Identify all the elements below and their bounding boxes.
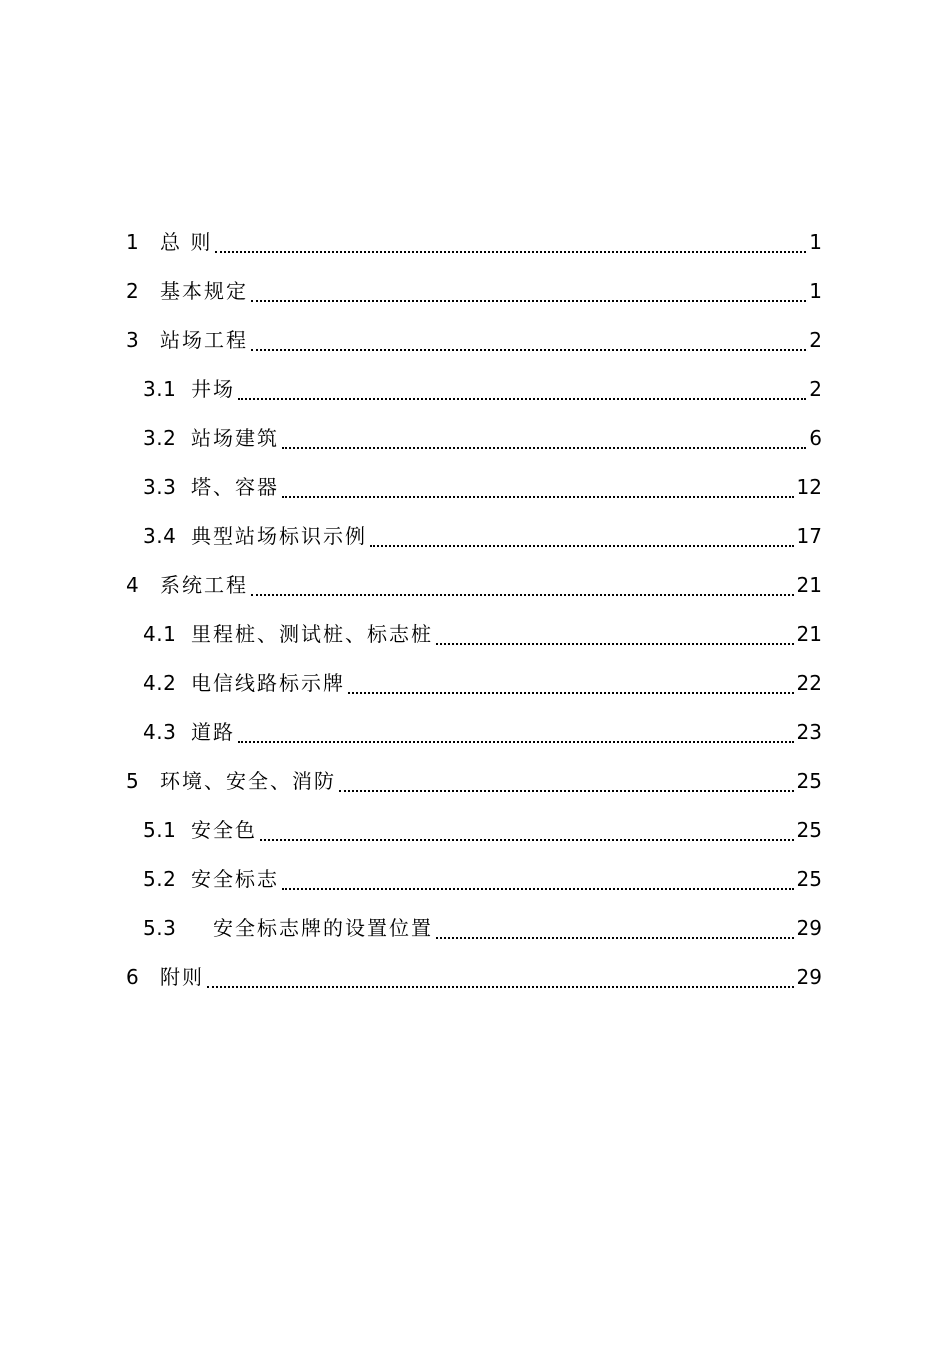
- toc-entry-page: 6: [809, 426, 822, 450]
- toc-entry-page: 25: [796, 867, 822, 891]
- toc-entry-6[interactable]: [126, 953, 822, 1002]
- toc-entry-number: 3.3: [143, 475, 177, 499]
- toc-entry-page: 12: [796, 475, 822, 499]
- toc-entry-title: 典型站场标识示例: [191, 524, 367, 548]
- toc-entry-number: 3.1: [143, 377, 177, 401]
- toc-entry-title: 总 则: [160, 230, 213, 254]
- toc-entry-title: 电信线路标示牌: [191, 671, 345, 695]
- toc-entry-5-2[interactable]: [126, 855, 822, 904]
- toc-entry-number: 4.3: [143, 720, 177, 744]
- toc-entry-number: 1: [126, 230, 140, 254]
- toc-entry-3-3[interactable]: [126, 463, 822, 512]
- toc-leader-dots: [436, 904, 794, 953]
- toc-entry-page: 25: [796, 818, 822, 842]
- toc-entry-page: 22: [796, 671, 822, 695]
- toc-entry-2[interactable]: [126, 267, 822, 316]
- toc-entry-page: 23: [796, 720, 822, 744]
- toc-leader-dots: [348, 659, 794, 708]
- toc-leader-dots: [238, 365, 806, 414]
- toc-entry-page: 29: [796, 965, 822, 989]
- toc-entry-page: 17: [796, 524, 822, 548]
- toc-entry-5[interactable]: [126, 757, 822, 806]
- toc-entry-number: 4.2: [143, 671, 177, 695]
- toc-entry-number: 5.3: [143, 916, 177, 940]
- toc-entry-page: 2: [809, 377, 822, 401]
- toc-entry-number: 3.2: [143, 426, 177, 450]
- toc-leader-dots: [251, 316, 806, 365]
- toc-entry-number: 5.2: [143, 867, 177, 891]
- toc-leader-dots: [436, 610, 794, 659]
- toc-entry-number: 6: [126, 965, 140, 989]
- toc-entry-page: 1: [809, 230, 822, 254]
- toc-leader-dots: [215, 218, 806, 267]
- toc-leader-dots: [207, 953, 794, 1002]
- toc-entry-number: 2: [126, 279, 140, 303]
- toc-entry-page: 21: [796, 622, 822, 646]
- toc-entry-5-3[interactable]: [126, 904, 822, 953]
- toc-leader-dots: [339, 757, 794, 806]
- toc-entry-title: 安全色: [191, 818, 257, 842]
- toc-entry-3-2[interactable]: [126, 414, 822, 463]
- toc-leader-dots: [251, 267, 806, 316]
- toc-leader-dots: [282, 414, 806, 463]
- toc-entry-page: 29: [796, 916, 822, 940]
- toc-entry-title: 里程桩、测试桩、标志桩: [191, 622, 433, 646]
- toc-entry-page: 1: [809, 279, 822, 303]
- toc-entry-title: 环境、安全、消防: [160, 769, 336, 793]
- toc-leader-dots: [238, 708, 794, 757]
- table-of-contents: [126, 218, 822, 1002]
- toc-leader-dots: [370, 512, 794, 561]
- toc-leader-dots: [260, 806, 794, 855]
- toc-entry-number: 3.4: [143, 524, 177, 548]
- toc-entry-title: 安全标志: [191, 867, 279, 891]
- toc-leader-dots: [251, 561, 794, 610]
- toc-entry-number: 5.1: [143, 818, 177, 842]
- toc-entry-3-4[interactable]: [126, 512, 822, 561]
- toc-entry-4[interactable]: [126, 561, 822, 610]
- toc-entry-number: 5: [126, 769, 140, 793]
- toc-entry-page: 25: [796, 769, 822, 793]
- toc-entry-title: 基本规定: [160, 279, 248, 303]
- toc-entry-title: 井场: [191, 377, 235, 401]
- toc-entry-number: 4: [126, 573, 140, 597]
- toc-leader-dots: [282, 463, 794, 512]
- toc-entry-title: 道路: [191, 720, 235, 744]
- toc-entry-4-1[interactable]: [126, 610, 822, 659]
- toc-entry-5-1[interactable]: [126, 806, 822, 855]
- toc-entry-4-3[interactable]: [126, 708, 822, 757]
- toc-entry-page: 21: [796, 573, 822, 597]
- toc-entry-page: 2: [809, 328, 822, 352]
- toc-entry-number: 3: [126, 328, 140, 352]
- toc-entry-3[interactable]: [126, 316, 822, 365]
- toc-entry-title: 塔、容器: [191, 475, 279, 499]
- toc-entry-3-1[interactable]: [126, 365, 822, 414]
- toc-entry-4-2[interactable]: [126, 659, 822, 708]
- toc-entry-title: 附则: [160, 965, 204, 989]
- toc-entry-title: 安全标志牌的设置位置: [213, 916, 433, 940]
- toc-entry-title: 站场建筑: [191, 426, 279, 450]
- toc-entry-number: 4.1: [143, 622, 177, 646]
- toc-entry-title: 系统工程: [160, 573, 248, 597]
- toc-entry-1[interactable]: [126, 218, 822, 267]
- toc-leader-dots: [282, 855, 794, 904]
- toc-entry-title: 站场工程: [160, 328, 248, 352]
